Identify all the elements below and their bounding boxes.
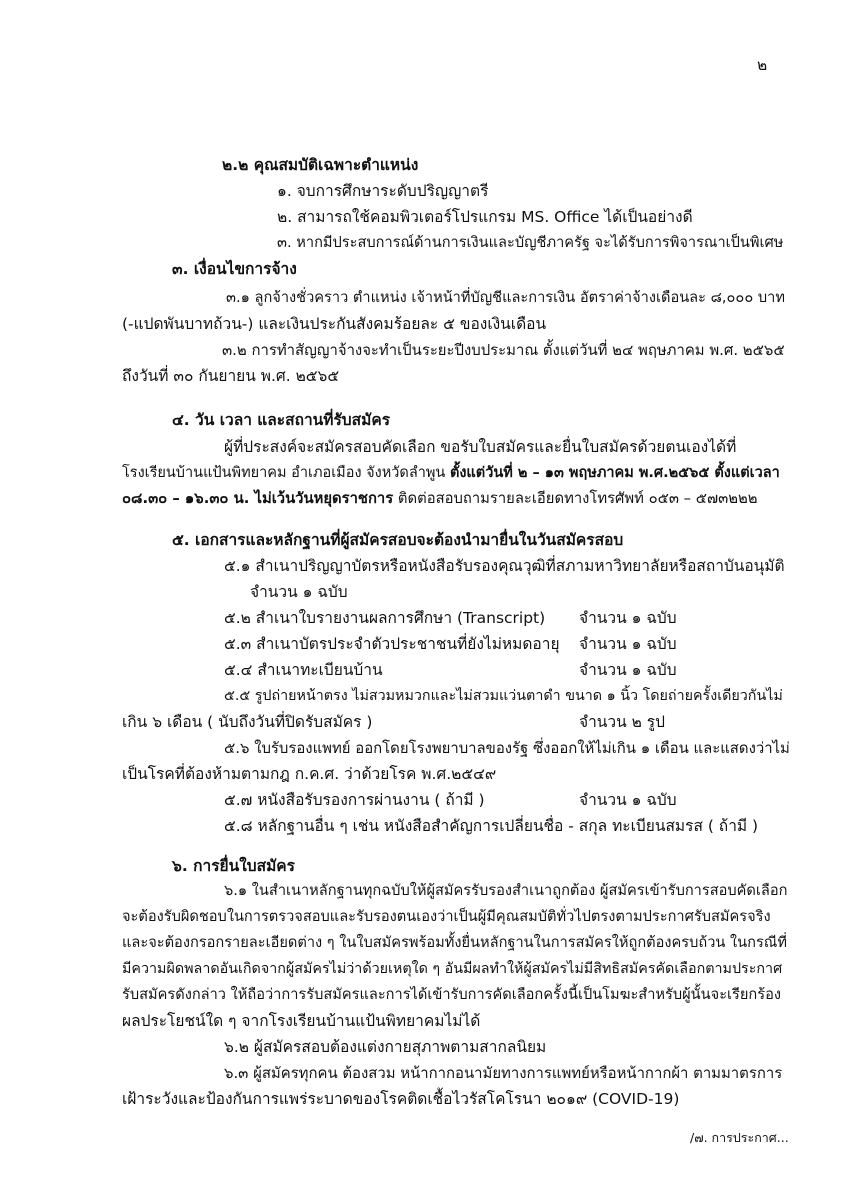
document-item: ๕.๑ สำเนาปริญญาบัตรหรือหนังสือรับรองคุณวุฒิที่สภามหาวิทยาลัยหรือสถาบันอนุมัติ — [224, 557, 785, 575]
document-item: ๕.๗ หนังสือรับรองการผ่านงาน ( ถ้ามี ) — [224, 791, 485, 809]
document-item: ๕.๕ รูปถ่ายหน้าตรง ไม่สวมหมวกและไม่สวมแว่นตาดำ ขนาด ๑ นิ้ว โดยถ่ายครั้งเดียวกันไม่ — [224, 688, 783, 704]
section-3-2-line: ๓.๒ การทำสัญญาจ้างจะทำเป็นระยะปีงบประมาณ ตั้งแต่วันที่ ๒๔ พฤษภาคม พ.ศ. ๒๕๖๕ — [222, 341, 785, 359]
document-item: ๕.๘ หลักฐานอื่น ๆ เช่น หนังสือสำคัญการเปลี่ยนชื่อ - สกุล ทะเบียนสมรส ( ถ้ามี ) — [224, 817, 759, 835]
section-6-3-line: เฝ้าระวังและป้องกันการแพร่ระบาดของโรคติดเชื้อไวรัสโคโรนา ๒๐๑๙ (COVID-19) — [122, 1090, 680, 1108]
section-6-1-line: และจะต้องกรอกรายละเอียดต่าง ๆ ในใบสมัครพร้อมทั้งยื่นหลักฐานในการสมัครให้ถูกต้องครบถ้วน ในกรณีที่ — [122, 934, 787, 951]
document-item: ๕.๖ ใบรับรองแพทย์ ออกโดยโรงพยาบาลของรัฐ ซึ่งออกให้ไม่เกิน ๑ เดือน และแสดงว่าไม่ — [224, 739, 790, 757]
section-6-1-line: มีความผิดพลาดอันเกิดจากผู้สมัครไม่ว่าด้วยเหตุใด ๆ อันมีผลทำให้ผู้สมัครไม่มีสิทธิสมัครคัดเลือกตามประกาศ — [122, 961, 783, 977]
document-item-quantity: จำนวน ๒ รูป — [579, 713, 665, 731]
section-3-1-line: (-แปดพันบาทถ้วน-) และเงินประกันสังคมร้อยละ ๕ ของเงินเดือน — [122, 315, 547, 333]
section-4-contact: ติดต่อสอบถามรายละเอียดทางโทรศัพท์ ๐๕๓ – ๕๗๓๒๒๒ — [397, 490, 758, 507]
section-4-line — [122, 462, 780, 484]
section-6-1-line: จะต้องรับผิดชอบในการตรวจสอบและรับรองตนเองว่าเป็นผู้มีคุณสมบัติทั่วไปตรงตามประกาศรับสมัครจริง — [122, 908, 771, 925]
document-item: ๕.๒ สำเนาใบรายงานผลการศึกษา (Transcript) — [224, 609, 546, 627]
section-4-line: ผู้ที่ประสงค์จะสมัครสอบคัดเลือก ขอรับใบสมัครและยื่นใบสมัครด้วยตนเองได้ที่ — [224, 438, 737, 456]
qualification-item: ๒. สามารถใช้คอมพิวเตอร์โปรแกรม MS. Office ได้เป็นอย่างดี — [277, 208, 693, 226]
document-item: ๕.๔ สำเนาทะเบียนบ้าน — [224, 661, 383, 679]
qualification-item: ๑. จบการศึกษาระดับปริญญาตรี — [277, 182, 489, 200]
section-4-line — [122, 488, 757, 510]
section-4-hours: ๐๘.๓๐ – ๑๖.๓๐ น. ไม่เว้นวันหยุดราชการ — [122, 490, 394, 507]
section-4-dates: ตั้งแต่วันที่ ๒ – ๑๓ พฤษภาคม พ.ศ.๒๕๖๕ ตั้งแต่เวลา — [449, 465, 780, 481]
section-4-heading: ๔. วัน เวลา และสถานที่รับสมัคร — [172, 411, 391, 429]
document-item: เป็นโรคที่ต้องห้ามตามกฎ ก.ค.ศ. ว่าด้วยโรค พ.ศ.๒๕๔๙ — [122, 765, 497, 783]
section-3-1-line: ๓.๑ ลูกจ้างชั่วคราว ตำแหน่ง เจ้าหน้าที่บัญชีและการเงิน อัตราค่าจ้างเดือนละ ๘,๐๐๐ บาท — [226, 289, 785, 306]
document-item: ๕.๓ สำเนาบัตรประจำตัวประชาชนที่ยังไม่หมดอายุ — [224, 635, 560, 653]
document-item: เกิน ๖ เดือน ( นับถึงวันที่ปิดรับสมัคร ) — [122, 713, 373, 731]
document-item-quantity: จำนวน ๑ ฉบับ — [250, 583, 348, 601]
section-3-heading: ๓. เงื่อนไขการจ้าง — [172, 260, 297, 278]
section-2-2-heading: ๒.๒ คุณสมบัติเฉพาะตำแหน่ง — [222, 156, 419, 174]
section-6-1-line: รับสมัครดังกล่าว ให้ถือว่าการรับสมัครและการได้เข้ารับการคัดเลือกครั้งนี้เป็นโมฆะสำหรับผู้นั้นจะเรียกร้อง — [122, 986, 781, 1003]
section-6-heading: ๖. การยื่นใบสมัคร — [172, 857, 295, 875]
document-item-quantity: จำนวน ๑ ฉบับ — [579, 635, 677, 653]
section-4-location: โรงเรียนบ้านแป้นพิทยาคม อำเภอเมือง จังหวัดลำพูน — [122, 465, 446, 481]
document-item-quantity: จำนวน ๑ ฉบับ — [579, 609, 677, 627]
qualification-item: ๓. หากมีประสบการณ์ด้านการเงินและบัญชีภาครัฐ จะได้รับการพิจารณาเป็นพิเศษ — [277, 234, 784, 251]
section-5-heading: ๕. เอกสารและหลักฐานที่ผู้สมัครสอบจะต้องนำมายื่นในวันสมัครสอบ — [172, 531, 624, 549]
section-6-3-line: ๖.๓ ผู้สมัครทุกคน ต้องสวม หน้ากากอนามัยทางการแพทย์หรือหน้ากากผ้า ตามมาตรการ — [224, 1064, 783, 1082]
page-number: ๒ — [757, 56, 768, 74]
section-6-1-line: ผลประโยชน์ใด ๆ จากโรงเรียนบ้านแป้นพิทยาคมไม่ได้ — [122, 1012, 481, 1030]
section-3-2-line: ถึงวันที่ ๓๐ กันยายน พ.ศ. ๒๕๖๕ — [122, 367, 340, 385]
document-item-quantity: จำนวน ๑ ฉบับ — [579, 661, 677, 679]
continued-footer: /๗. การประกาศ... — [690, 1130, 789, 1145]
section-6-2-line: ๖.๒ ผู้สมัครสอบต้องแต่งกายสุภาพตามสากลนิยม — [224, 1038, 547, 1056]
section-6-1-line: ๖.๑ ในสำเนาหลักฐานทุกฉบับให้ผู้สมัครรับรองสำเนาถูกต้อง ผู้สมัครเข้ารับการสอบคัดเลือก — [224, 882, 788, 899]
document-item-quantity: จำนวน ๑ ฉบับ — [579, 791, 677, 809]
